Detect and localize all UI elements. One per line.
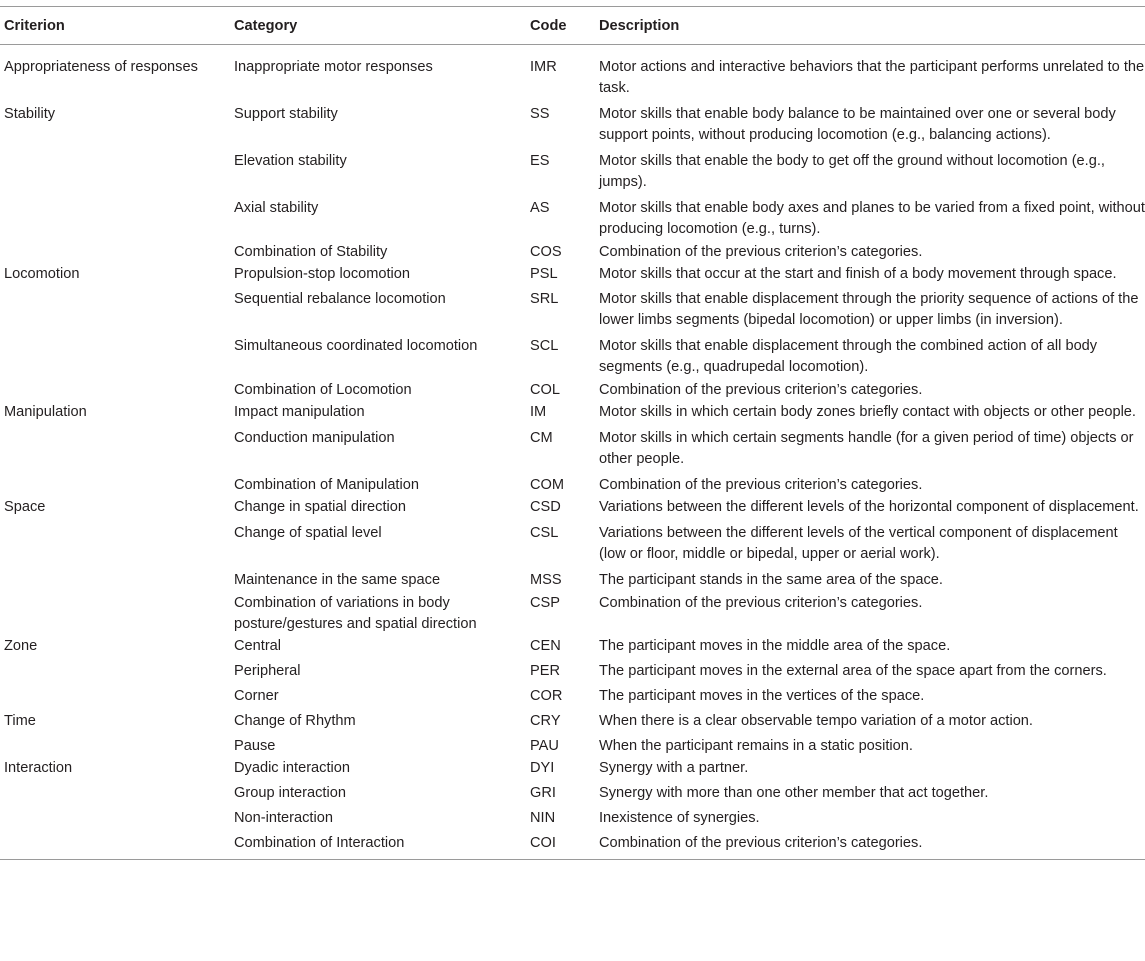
cell-code: IM bbox=[530, 404, 547, 420]
cell-criterion: Appropriateness of responses bbox=[4, 59, 198, 75]
cell-description: Synergy with more than one other member that act together. bbox=[599, 785, 989, 801]
cell-code: COL bbox=[530, 382, 561, 398]
cell-category: Corner bbox=[234, 688, 279, 704]
table-row bbox=[0, 782, 1145, 804]
cell-description: Combination of the previous criterion’s categories. bbox=[599, 244, 923, 260]
table-row bbox=[0, 56, 1145, 99]
cell-description: Combination of the previous criterion’s categories. bbox=[599, 477, 923, 493]
table-row bbox=[0, 335, 1145, 378]
table-row bbox=[0, 592, 1145, 635]
cell-code: COM bbox=[530, 477, 565, 493]
cell-code: COI bbox=[530, 835, 556, 851]
bottom-rule bbox=[0, 859, 1145, 860]
cell-code: COS bbox=[530, 244, 562, 260]
header-code: Code bbox=[530, 17, 567, 34]
cell-category: Change of Rhythm bbox=[234, 713, 356, 729]
cell-description: Combination of the previous criterion’s categories. bbox=[599, 382, 923, 398]
cell-code: SCL bbox=[530, 338, 559, 354]
table-row bbox=[0, 522, 1145, 565]
cell-code: CRY bbox=[530, 713, 561, 729]
cell-code: SRL bbox=[530, 291, 559, 307]
cell-description: Variations between the different levels of the vertical component of displacement (low or floor, middle or bipedal, upper or aerial work). bbox=[599, 525, 1118, 562]
cell-category: Axial stability bbox=[234, 200, 319, 216]
table-row bbox=[0, 685, 1145, 707]
cell-category: Pause bbox=[234, 738, 276, 754]
table-row bbox=[0, 832, 1145, 854]
cell-criterion: Interaction bbox=[4, 760, 73, 776]
cell-code: PAU bbox=[530, 738, 559, 754]
cell-description: Motor skills in which certain body zones briefly contact with objects or other people. bbox=[599, 404, 1136, 420]
cell-category: Combination of Locomotion bbox=[234, 382, 412, 398]
table-row bbox=[0, 710, 1145, 732]
cell-category: Peripheral bbox=[234, 663, 301, 679]
cell-description: The participant moves in the external area of the space apart from the corners. bbox=[599, 663, 1107, 679]
cell-criterion: Zone bbox=[4, 638, 38, 654]
cell-code: DYI bbox=[530, 760, 555, 776]
table-row bbox=[0, 241, 1145, 263]
cell-category: Sequential rebalance locomotion bbox=[234, 291, 446, 307]
table-header bbox=[0, 7, 1145, 44]
cell-code: CEN bbox=[530, 638, 561, 654]
cell-description: Motor skills that enable displacement through the combined action of all body segments (e.g., quadrupedal locomotion). bbox=[599, 338, 1098, 375]
cell-description: Combination of the previous criterion’s categories. bbox=[599, 835, 923, 851]
cell-category: Dyadic interaction bbox=[234, 760, 350, 776]
cell-category: Combination of Interaction bbox=[234, 835, 405, 851]
cell-criterion: Manipulation bbox=[4, 404, 87, 420]
table-row bbox=[0, 474, 1145, 496]
table-body bbox=[0, 45, 1145, 854]
cell-description: Motor skills that enable body axes and planes to be varied from a fixed point, without producing locomotion (e.g., turns). bbox=[599, 200, 1145, 237]
coding-table bbox=[0, 6, 1145, 860]
cell-category: Non-interaction bbox=[234, 810, 333, 826]
cell-code: SS bbox=[530, 106, 550, 122]
cell-code: PSL bbox=[530, 266, 558, 282]
table-row bbox=[0, 496, 1145, 518]
cell-code: CSL bbox=[530, 525, 559, 541]
cell-description: The participant stands in the same area of the space. bbox=[599, 572, 943, 588]
table-row bbox=[0, 660, 1145, 682]
table-row bbox=[0, 150, 1145, 193]
table-row bbox=[0, 807, 1145, 829]
table-row bbox=[0, 103, 1145, 146]
table-row bbox=[0, 757, 1145, 779]
table-row bbox=[0, 263, 1145, 285]
cell-category: Combination of Manipulation bbox=[234, 477, 419, 493]
cell-category: Conduction manipulation bbox=[234, 430, 395, 446]
cell-category: Elevation stability bbox=[234, 153, 347, 169]
table-row bbox=[0, 427, 1145, 470]
cell-code: AS bbox=[530, 200, 550, 216]
header-criterion: Criterion bbox=[4, 17, 65, 34]
cell-criterion: Space bbox=[4, 499, 46, 515]
cell-category: Support stability bbox=[234, 106, 338, 122]
cell-description: Motor skills that occur at the start and finish of a body movement through space. bbox=[599, 266, 1117, 282]
cell-category: Combination of variations in body posture/gestures and spatial direction bbox=[234, 595, 477, 632]
cell-category: Simultaneous coordinated locomotion bbox=[234, 338, 478, 354]
table-row bbox=[0, 288, 1145, 331]
table-row bbox=[0, 379, 1145, 401]
cell-category: Group interaction bbox=[234, 785, 346, 801]
cell-description: The participant moves in the vertices of the space. bbox=[599, 688, 925, 704]
cell-category: Central bbox=[234, 638, 282, 654]
cell-code: MSS bbox=[530, 572, 562, 588]
cell-category: Change of spatial level bbox=[234, 525, 382, 541]
cell-code: CM bbox=[530, 430, 553, 446]
cell-category: Inappropriate motor responses bbox=[234, 59, 433, 75]
cell-code: PER bbox=[530, 663, 561, 679]
cell-code: CSD bbox=[530, 499, 561, 515]
cell-category: Maintenance in the same space bbox=[234, 572, 441, 588]
cell-criterion: Stability bbox=[4, 106, 56, 122]
cell-code: NIN bbox=[530, 810, 556, 826]
cell-category: Propulsion-stop locomotion bbox=[234, 266, 411, 282]
cell-code: CSP bbox=[530, 595, 561, 611]
header-category: Category bbox=[234, 17, 298, 34]
cell-category: Impact manipulation bbox=[234, 404, 365, 420]
cell-description: Motor skills that enable displacement through the priority sequence of actions of the lower limbs segments (bipedal locomotion) or upper limbs (in inversion). bbox=[599, 291, 1139, 328]
cell-criterion: Locomotion bbox=[4, 266, 80, 282]
cell-description: Inexistence of synergies. bbox=[599, 810, 760, 826]
cell-description: Synergy with a partner. bbox=[599, 760, 749, 776]
cell-description: Motor skills that enable body balance to be maintained over one or several body support points, without producing locomotion (e.g., balancing actions). bbox=[599, 106, 1116, 143]
table-row bbox=[0, 197, 1145, 240]
cell-description: The participant moves in the middle area of the space. bbox=[599, 638, 951, 654]
cell-category: Combination of Stability bbox=[234, 244, 388, 260]
table-row bbox=[0, 401, 1145, 423]
cell-code: COR bbox=[530, 688, 563, 704]
cell-description: Motor actions and interactive behaviors that the participant performs unrelated to the task. bbox=[599, 59, 1145, 96]
table-row bbox=[0, 569, 1145, 591]
cell-description: When there is a clear observable tempo variation of a motor action. bbox=[599, 713, 1033, 729]
cell-description: Variations between the different levels of the horizontal component of displacement. bbox=[599, 499, 1139, 515]
cell-description: Motor skills that enable the body to get off the ground without locomotion (e.g., jumps). bbox=[599, 153, 1105, 190]
table-row bbox=[0, 735, 1145, 757]
cell-description: When the participant remains in a static position. bbox=[599, 738, 913, 754]
cell-code: ES bbox=[530, 153, 550, 169]
table-row bbox=[0, 635, 1145, 657]
cell-description: Motor skills in which certain segments handle (for a given period of time) objects or other people. bbox=[599, 430, 1134, 467]
header-description: Description bbox=[599, 17, 680, 34]
cell-code: GRI bbox=[530, 785, 556, 801]
cell-criterion: Time bbox=[4, 713, 36, 729]
cell-category: Change in spatial direction bbox=[234, 499, 406, 515]
cell-description: Combination of the previous criterion’s categories. bbox=[599, 595, 923, 611]
cell-code: IMR bbox=[530, 59, 557, 75]
